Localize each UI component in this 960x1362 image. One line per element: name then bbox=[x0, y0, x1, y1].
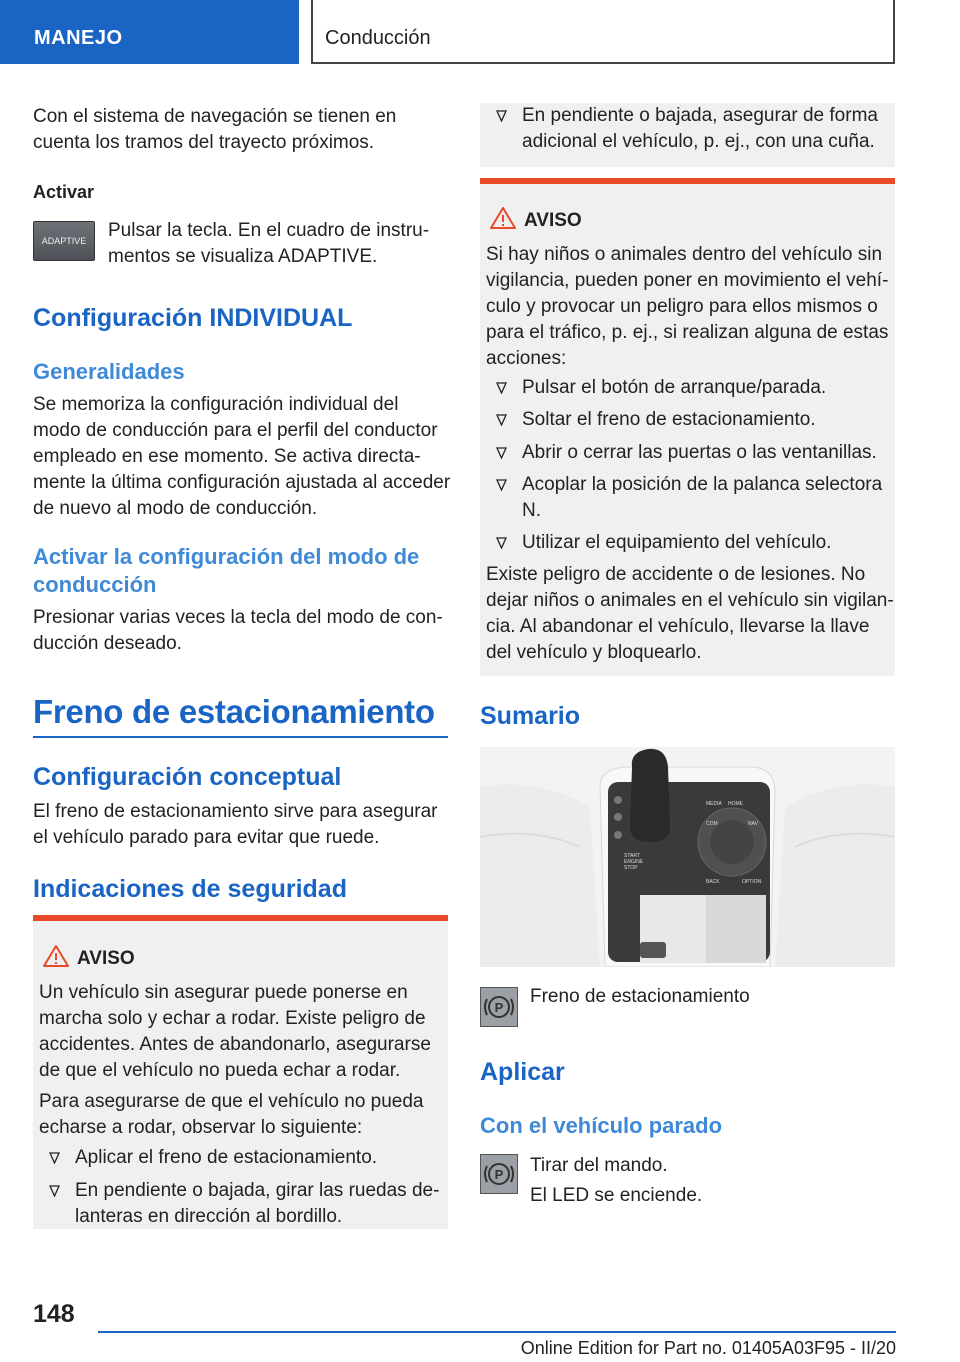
title-rule bbox=[33, 736, 448, 738]
activar-config-text: Presionar varias veces la tecla del modo de con- ducción deseado. bbox=[33, 607, 443, 654]
intro-paragraph: Con el sistema de navegación se tienen en cuenta los tramos del trayecto próximos. bbox=[33, 106, 397, 153]
page-number: 148 bbox=[33, 1300, 75, 1328]
adaptive-button-icon: ADAPTIVE bbox=[33, 221, 95, 261]
aviso-bullet-3: Abrir o cerrar las puertas o las ventanillas. bbox=[496, 440, 877, 466]
bullet-triangle-icon bbox=[49, 1185, 60, 1197]
aviso-bullet-1: Pulsar el botón de arranque/parada. bbox=[496, 375, 826, 401]
cont-bullet-box bbox=[480, 103, 895, 167]
com-label: COM bbox=[706, 821, 718, 827]
bullet-triangle-icon bbox=[49, 1152, 60, 1164]
start-stop-label: START ENGINE STOP bbox=[624, 853, 644, 871]
header-section-tab bbox=[0, 0, 299, 64]
aviso-p1: Un vehículo sin asegurar puede ponerse en marcha solo y echar a rodar. Existe peligro de accidentes. Antes de abandonarlo, asegurarse de que el vehículo no pueda echar a rodar. bbox=[39, 982, 431, 1081]
aviso-notice-left bbox=[33, 915, 448, 1229]
aviso-p2: Para asegurarse de que el vehículo no pueda echarse a rodar, observar lo siguiente: bbox=[39, 1091, 424, 1138]
aviso-bullet-2: En pendiente o bajada, girar las ruedas de- lanteras en dirección al bordillo. bbox=[49, 1178, 439, 1230]
media-label: MEDIA bbox=[706, 801, 722, 807]
config-conceptual-text: El freno de estacionamiento sirve para asegurar el vehículo parado para evitar que ruede. bbox=[33, 801, 438, 848]
aviso-title: AVISO bbox=[524, 210, 582, 231]
indicaciones-heading: Indicaciones de seguridad bbox=[33, 875, 347, 903]
aviso-bullet-1: Aplicar el freno de estacionamiento. bbox=[49, 1145, 377, 1171]
nav-label: NAV bbox=[748, 821, 758, 827]
bullet-triangle-icon bbox=[496, 447, 507, 459]
aviso-bullet-5: Utilizar el equipamiento del vehículo. bbox=[496, 530, 831, 556]
header-chapter-label: Conducción bbox=[325, 27, 431, 49]
freno-caption: Freno de estacionamiento bbox=[530, 986, 750, 1007]
parking-brake-icon bbox=[480, 1154, 518, 1194]
activar-config-heading: Activar la configuración del modo de conducción bbox=[33, 544, 420, 597]
header-section-label: MANEJO bbox=[34, 27, 123, 49]
aviso-p2: Existe peligro de accidente o de lesiones. No dejar niños o animales en el vehículo sin vigilan- cia. Al abandonar el vehículo, llevarse la llave del vehículo y bloquearlo. bbox=[486, 564, 894, 663]
cont-bullet: En pendiente o bajada, asegurar de forma adicional el vehículo, p. ej., con una cuña. bbox=[496, 103, 878, 155]
aviso-notice-right bbox=[480, 178, 895, 676]
parking-brake-icon bbox=[480, 987, 518, 1027]
aviso-p1: Si hay niños o animales dentro del vehículo sin vigilancia, pueden poner en movimiento el vehí- culo y provocar un peligro para ellos mismos o para el tráfico, p. ej., si realizan alguna de estas acciones: bbox=[486, 244, 889, 369]
header-chapter-box bbox=[311, 0, 895, 64]
center-console-photo bbox=[480, 747, 895, 967]
back-label: BACK bbox=[706, 879, 720, 885]
generalidades-heading: Generalidades bbox=[33, 359, 185, 384]
aplicar-text: Tirar del mando. El LED se enciende. bbox=[530, 1155, 703, 1206]
sumario-heading: Sumario bbox=[480, 702, 581, 730]
generalidades-text: Se memoriza la configuración individual del modo de conducción para el perfil del conductor empleado en ese momento. Se activa directa- mente la última configuración ajustada al acceder de nuevo al modo de conducción. bbox=[33, 394, 451, 519]
option-label: OPTION bbox=[742, 879, 762, 885]
bullet-triangle-icon bbox=[496, 110, 507, 122]
config-conceptual-heading: Configuración conceptual bbox=[33, 763, 342, 791]
center-console-illustration bbox=[480, 747, 895, 967]
svg-text:P: P bbox=[494, 1000, 504, 1015]
svg-text:P: P bbox=[494, 1167, 504, 1182]
aviso-bullet-2: Soltar el freno de estacionamiento. bbox=[496, 407, 816, 433]
warning-triangle-icon bbox=[490, 207, 516, 229]
aviso-bullet-4: Acoplar la posición de la palanca selectora N. bbox=[496, 472, 882, 524]
footer-rule bbox=[98, 1331, 896, 1333]
freno-title: Freno de estacionamiento bbox=[33, 693, 435, 730]
bullet-triangle-icon bbox=[496, 479, 507, 491]
aviso-title: AVISO bbox=[77, 948, 135, 969]
bullet-triangle-icon bbox=[496, 537, 507, 549]
bullet-triangle-icon bbox=[496, 414, 507, 426]
config-individual-heading: Configuración INDIVIDUAL bbox=[33, 304, 353, 332]
warning-triangle-icon bbox=[43, 945, 69, 967]
vehiculo-parado-heading: Con el vehículo parado bbox=[480, 1113, 723, 1138]
home-label: HOME bbox=[728, 801, 743, 807]
edition-text: Online Edition for Part no. 01405A03F95 - II/20 bbox=[520, 1338, 896, 1358]
activar-label: Activar bbox=[33, 182, 95, 202]
aplicar-heading: Aplicar bbox=[480, 1058, 565, 1086]
activar-text: Pulsar la tecla. En el cuadro de instru- mentos se visualiza ADAPTIVE. bbox=[108, 220, 430, 267]
bullet-triangle-icon bbox=[496, 382, 507, 394]
